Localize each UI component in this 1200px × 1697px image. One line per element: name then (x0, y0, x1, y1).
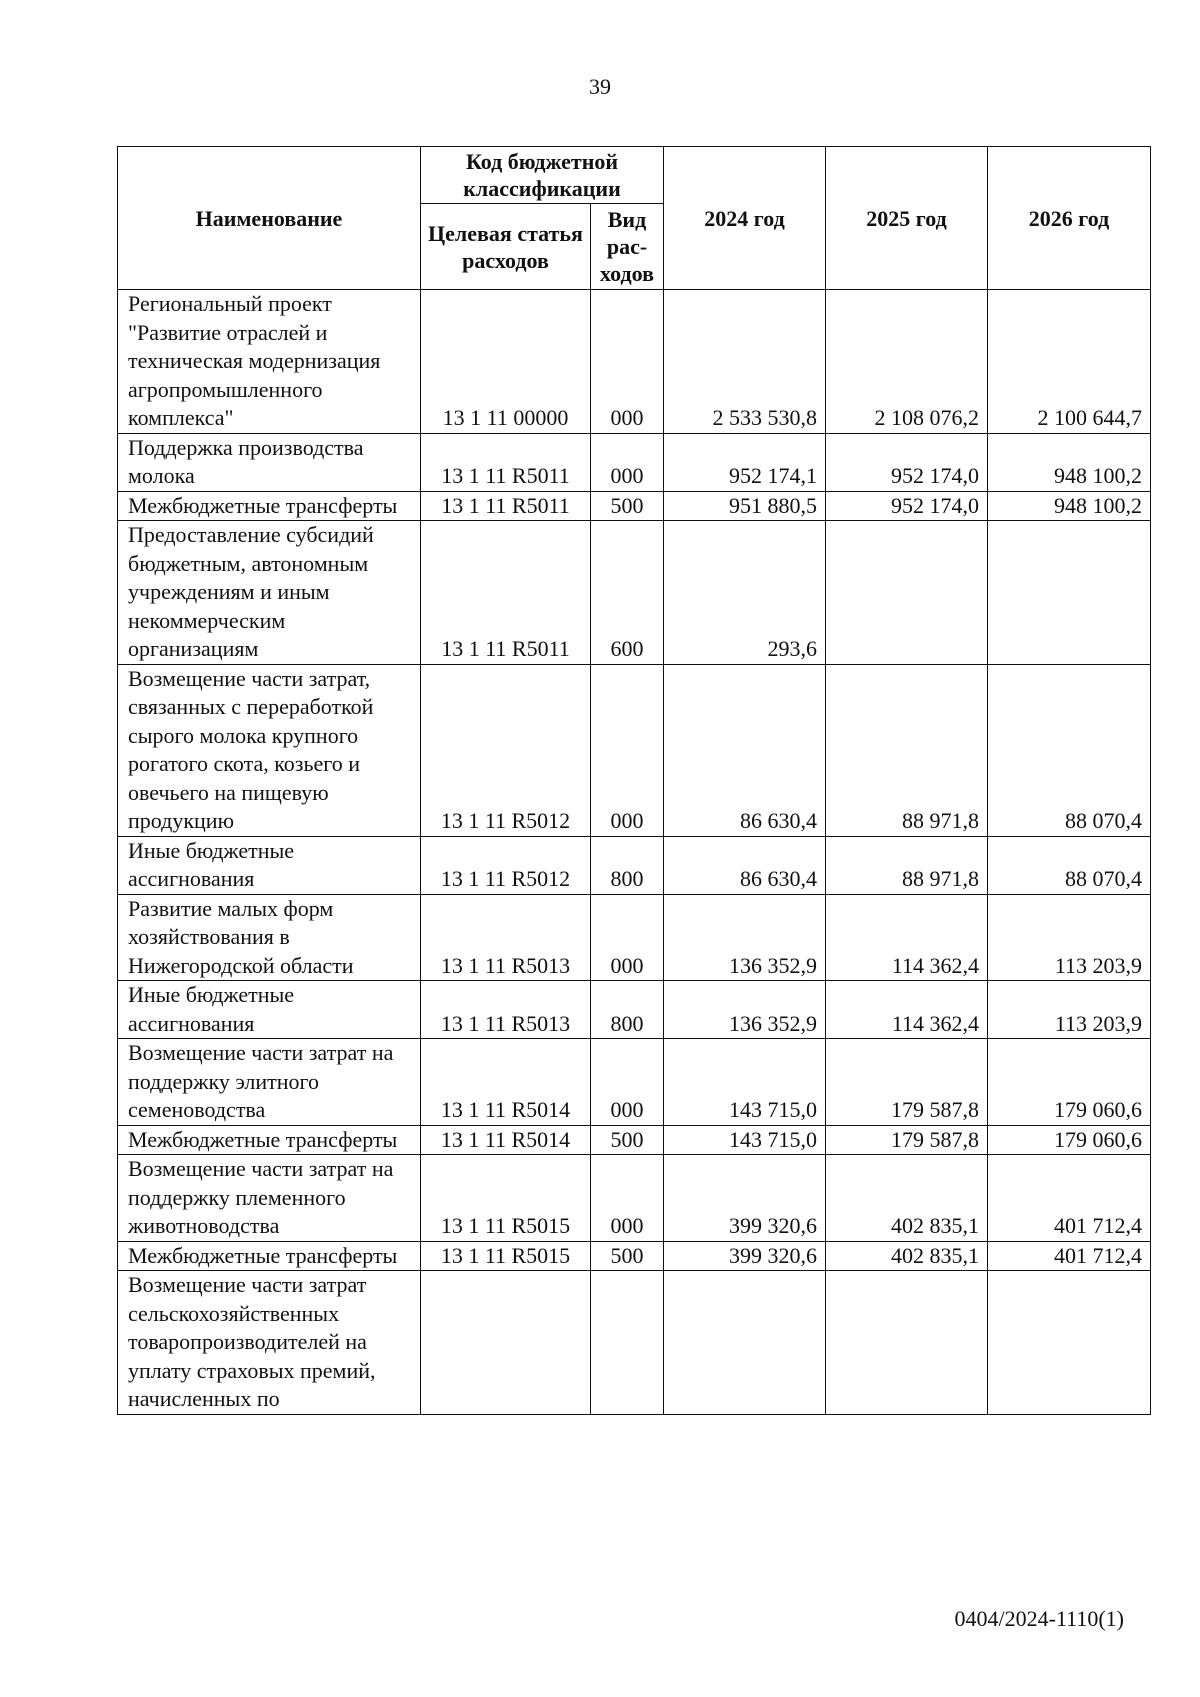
header-year-2026: 2026 год (988, 147, 1151, 290)
cell-y2024: 143 715,0 (664, 1039, 826, 1126)
cell-y2024: 952 174,1 (664, 433, 826, 491)
cell-y2024: 86 630,4 (664, 836, 826, 894)
cell-y2025: 114 362,4 (826, 981, 988, 1039)
cell-y2026: 948 100,2 (988, 491, 1151, 521)
cell-y2026: 401 712,4 (988, 1155, 1151, 1242)
cell-y2026 (988, 521, 1151, 665)
cell-vid: 000 (591, 894, 664, 981)
cell-name: Межбюджетные трансферты (118, 1125, 421, 1155)
cell-vid: 500 (591, 1241, 664, 1271)
page-number: 39 (589, 74, 611, 99)
cell-y2024: 399 320,6 (664, 1155, 826, 1242)
cell-name: Возмещение части затрат, связанных с переработкой сырого молока крупного рогатого скота, козьего и овечьего на пищевую продукцию (118, 664, 421, 836)
header-name: Наименование (118, 147, 421, 290)
cell-y2025: 114 362,4 (826, 894, 988, 981)
cell-name: Предоставление субсидий бюджетным, автономным учреждениям и иным некоммерческим организациям (118, 521, 421, 665)
cell-y2024: 2 533 530,8 (664, 290, 826, 434)
cell-y2024: 293,6 (664, 521, 826, 665)
cell-y2026: 88 070,4 (988, 836, 1151, 894)
cell-vid: 800 (591, 981, 664, 1039)
table-row (118, 1241, 1151, 1271)
cell-y2026: 401 712,4 (988, 1241, 1151, 1271)
cell-y2024 (664, 1271, 826, 1415)
cell-y2026: 2 100 644,7 (988, 290, 1151, 434)
header-code-group: Код бюджетной классификации (421, 147, 664, 204)
cell-vid: 000 (591, 1039, 664, 1126)
cell-name: Развитие малых форм хозяйствования в Нижегородской области (118, 894, 421, 981)
cell-y2025 (826, 1271, 988, 1415)
budget-table (117, 146, 1151, 1415)
cell-y2026: 948 100,2 (988, 433, 1151, 491)
cell-y2025: 952 174,0 (826, 433, 988, 491)
cell-y2026: 113 203,9 (988, 981, 1151, 1039)
cell-y2026 (988, 1271, 1151, 1415)
cell-vid: 500 (591, 1125, 664, 1155)
table-row (118, 836, 1151, 894)
cell-y2025: 88 971,8 (826, 664, 988, 836)
cell-name: Межбюджетные трансферты (118, 1241, 421, 1271)
cell-code: 13 1 11 00000 (421, 290, 591, 434)
cell-code: 13 1 11 R5014 (421, 1039, 591, 1126)
cell-vid: 000 (591, 433, 664, 491)
cell-y2024: 399 320,6 (664, 1241, 826, 1271)
cell-code: 13 1 11 R5011 (421, 521, 591, 665)
header-year-2024: 2024 год (664, 147, 826, 290)
cell-code (421, 1271, 591, 1415)
header-expense-type: Вид рас-ходов (591, 204, 664, 290)
cell-y2026: 88 070,4 (988, 664, 1151, 836)
cell-code: 13 1 11 R5013 (421, 981, 591, 1039)
table-row (118, 894, 1151, 981)
cell-y2025: 88 971,8 (826, 836, 988, 894)
cell-code: 13 1 11 R5011 (421, 491, 591, 521)
table-row (118, 1039, 1151, 1126)
document-number: 0404/2024-1110(1) (954, 1606, 1124, 1631)
cell-y2024: 951 880,5 (664, 491, 826, 521)
header-year-2025: 2025 год (826, 147, 988, 290)
cell-y2025: 402 835,1 (826, 1241, 988, 1271)
cell-y2025 (826, 521, 988, 665)
cell-code: 13 1 11 R5012 (421, 836, 591, 894)
cell-vid: 500 (591, 491, 664, 521)
cell-name: Региональный проект "Развитие отраслей и техническая модернизация агропромышленного комплекса" (118, 290, 421, 434)
header-target-article: Целевая статья расходов (421, 204, 591, 290)
cell-name: Межбюджетные трансферты (118, 491, 421, 521)
table-row (118, 521, 1151, 665)
table-row (118, 433, 1151, 491)
table-row (118, 1155, 1151, 1242)
cell-code: 13 1 11 R5015 (421, 1241, 591, 1271)
table-row (118, 1125, 1151, 1155)
cell-y2025: 179 587,8 (826, 1039, 988, 1126)
cell-vid: 000 (591, 290, 664, 434)
cell-y2026: 179 060,6 (988, 1125, 1151, 1155)
cell-y2026: 113 203,9 (988, 894, 1151, 981)
table-row (118, 981, 1151, 1039)
cell-y2024: 136 352,9 (664, 981, 826, 1039)
cell-vid: 800 (591, 836, 664, 894)
table-row (118, 290, 1151, 434)
cell-y2025: 2 108 076,2 (826, 290, 988, 434)
cell-name: Возмещение части затрат на поддержку племенного животноводства (118, 1155, 421, 1242)
cell-y2025: 952 174,0 (826, 491, 988, 521)
cell-vid: 600 (591, 521, 664, 665)
cell-name: Возмещение части затрат на поддержку элитного семеноводства (118, 1039, 421, 1126)
cell-name: Поддержка производства молока (118, 433, 421, 491)
cell-code: 13 1 11 R5011 (421, 433, 591, 491)
cell-name: Иные бюджетные ассигнования (118, 836, 421, 894)
cell-code: 13 1 11 R5013 (421, 894, 591, 981)
table-row (118, 1271, 1151, 1415)
table-body (118, 290, 1151, 1415)
table-row (118, 664, 1151, 836)
cell-code: 13 1 11 R5014 (421, 1125, 591, 1155)
table-row (118, 491, 1151, 521)
cell-vid: 000 (591, 1155, 664, 1242)
cell-name: Возмещение части затрат сельскохозяйственных товаропроизводителей на уплату страховых премий, начисленных по (118, 1271, 421, 1415)
cell-vid (591, 1271, 664, 1415)
cell-y2026: 179 060,6 (988, 1039, 1151, 1126)
cell-y2025: 179 587,8 (826, 1125, 988, 1155)
cell-y2024: 86 630,4 (664, 664, 826, 836)
cell-code: 13 1 11 R5012 (421, 664, 591, 836)
cell-y2024: 143 715,0 (664, 1125, 826, 1155)
cell-y2025: 402 835,1 (826, 1155, 988, 1242)
cell-code: 13 1 11 R5015 (421, 1155, 591, 1242)
cell-y2024: 136 352,9 (664, 894, 826, 981)
cell-vid: 000 (591, 664, 664, 836)
cell-name: Иные бюджетные ассигнования (118, 981, 421, 1039)
